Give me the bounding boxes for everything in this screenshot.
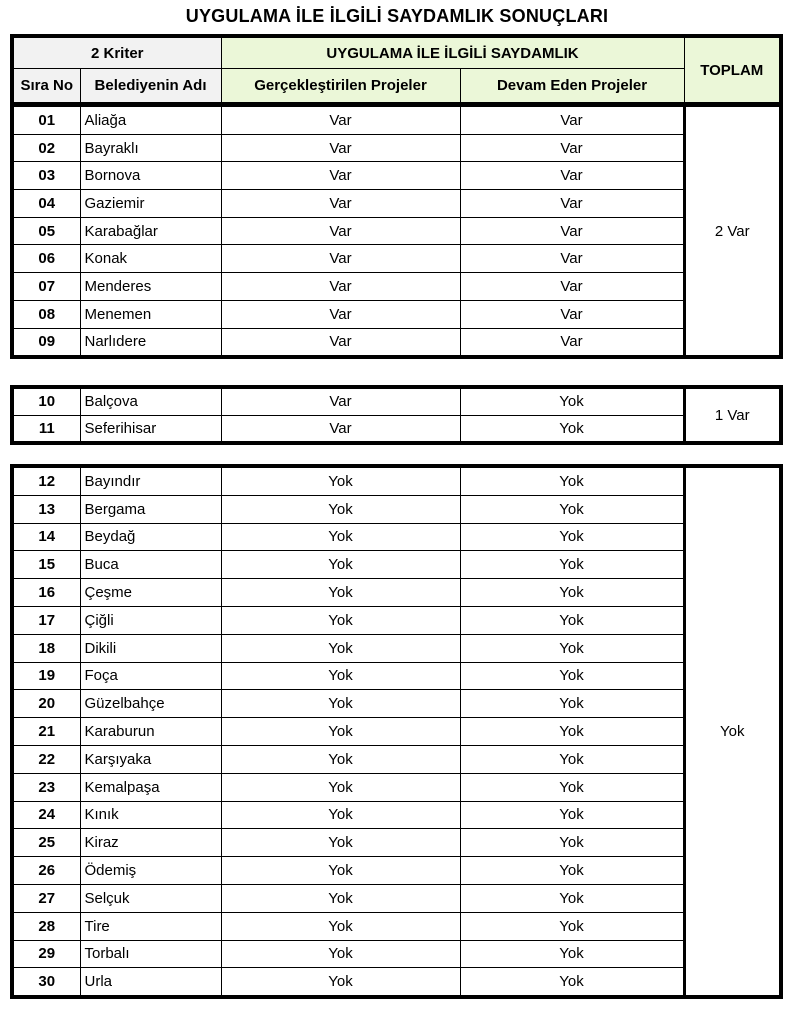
municipality-name: Narlıdere <box>80 328 221 357</box>
table-row <box>12 968 781 997</box>
group-header: UYGULAMA İLE İLGİLİ SAYDAMLIK <box>221 36 684 69</box>
ongoing-projects-value: Yok <box>460 495 684 523</box>
municipality-name: Dikili <box>80 634 221 662</box>
ongoing-projects-value: Yok <box>460 690 684 718</box>
row-number: 14 <box>12 523 80 551</box>
completed-projects-value: Var <box>221 105 460 134</box>
row-number: 03 <box>12 162 80 190</box>
row-number: 12 <box>12 466 80 495</box>
ongoing-projects-value: Yok <box>460 912 684 940</box>
ongoing-projects-value: Yok <box>460 387 684 415</box>
municipality-name: Karşıyaka <box>80 745 221 773</box>
row-number: 09 <box>12 328 80 357</box>
table-row <box>12 718 781 746</box>
completed-projects-value: Yok <box>221 940 460 968</box>
completed-projects-value: Var <box>221 162 460 190</box>
row-number: 04 <box>12 190 80 218</box>
municipality-name: Ödemiş <box>80 857 221 885</box>
completed-projects-value: Yok <box>221 634 460 662</box>
table-row <box>12 466 781 495</box>
table-header <box>10 34 783 105</box>
completed-projects-value: Yok <box>221 523 460 551</box>
municipality-name: Tire <box>80 912 221 940</box>
row-number: 06 <box>12 245 80 273</box>
row-number: 19 <box>12 662 80 690</box>
row-number: 16 <box>12 579 80 607</box>
municipality-name: Bayraklı <box>80 134 221 162</box>
row-number: 26 <box>12 857 80 885</box>
row-number: 18 <box>12 634 80 662</box>
table-row <box>12 217 781 245</box>
ongoing-projects-value: Yok <box>460 884 684 912</box>
completed-projects-value: Var <box>221 217 460 245</box>
ongoing-projects-value: Yok <box>460 857 684 885</box>
table-row <box>12 884 781 912</box>
municipality-name: Kemalpaşa <box>80 773 221 801</box>
row-number: 13 <box>12 495 80 523</box>
table-row <box>12 162 781 190</box>
ongoing-projects-value: Yok <box>460 523 684 551</box>
completed-projects-value: Var <box>221 328 460 357</box>
ongoing-projects-value: Var <box>460 217 684 245</box>
municipality-name: Torbalı <box>80 940 221 968</box>
municipality-name: Bayındır <box>80 466 221 495</box>
ongoing-projects-value: Yok <box>460 466 684 495</box>
table-row <box>12 773 781 801</box>
criteria-header: 2 Kriter <box>12 36 221 69</box>
municipality-name: Beydağ <box>80 523 221 551</box>
municipality-name: Seferihisar <box>80 415 221 443</box>
ongoing-projects-value: Yok <box>460 606 684 634</box>
completed-projects-value: Var <box>221 273 460 301</box>
table-row <box>12 551 781 579</box>
ongoing-projects-value: Yok <box>460 415 684 443</box>
municipality-name: Konak <box>80 245 221 273</box>
completed-projects-value: Yok <box>221 745 460 773</box>
completed-projects-value: Yok <box>221 718 460 746</box>
group-total: 1 Var <box>684 387 781 443</box>
completed-projects-value: Var <box>221 190 460 218</box>
completed-projects-value: Yok <box>221 662 460 690</box>
completed-projects-value: Yok <box>221 466 460 495</box>
ongoing-projects-value: Var <box>460 245 684 273</box>
municipality-name: Bornova <box>80 162 221 190</box>
municipality-name: Karabağlar <box>80 217 221 245</box>
table-row <box>12 690 781 718</box>
row-number: 11 <box>12 415 80 443</box>
group-total: 2 Var <box>684 105 781 357</box>
completed-projects-value: Yok <box>221 857 460 885</box>
completed-projects-value: Yok <box>221 968 460 997</box>
table-row <box>12 105 781 134</box>
row-number: 07 <box>12 273 80 301</box>
group-total: Yok <box>684 466 781 997</box>
row-number: 23 <box>12 773 80 801</box>
completed-projects-value: Var <box>221 245 460 273</box>
column-header-ongoing: Devam Eden Projeler <box>460 69 684 104</box>
ongoing-projects-value: Var <box>460 105 684 134</box>
municipality-name: Çeşme <box>80 579 221 607</box>
table-row <box>12 857 781 885</box>
row-number: 08 <box>12 300 80 328</box>
row-number: 21 <box>12 718 80 746</box>
completed-projects-value: Yok <box>221 495 460 523</box>
ongoing-projects-value: Yok <box>460 745 684 773</box>
total-header: TOPLAM <box>684 36 781 104</box>
group-table <box>10 103 783 359</box>
row-number: 05 <box>12 217 80 245</box>
column-header-no: Sıra No <box>12 69 80 104</box>
municipality-name: Menemen <box>80 300 221 328</box>
completed-projects-value: Yok <box>221 773 460 801</box>
ongoing-projects-value: Yok <box>460 662 684 690</box>
municipality-name: Balçova <box>80 387 221 415</box>
ongoing-projects-value: Yok <box>460 579 684 607</box>
table-row <box>12 745 781 773</box>
row-number: 25 <box>12 829 80 857</box>
table-row <box>12 328 781 357</box>
completed-projects-value: Var <box>221 415 460 443</box>
table-row <box>12 245 781 273</box>
row-number: 01 <box>12 105 80 134</box>
ongoing-projects-value: Var <box>460 162 684 190</box>
completed-projects-value: Var <box>221 300 460 328</box>
table-row <box>12 912 781 940</box>
ongoing-projects-value: Yok <box>460 829 684 857</box>
completed-projects-value: Yok <box>221 690 460 718</box>
ongoing-projects-value: Yok <box>460 801 684 829</box>
table-row <box>12 523 781 551</box>
table-row <box>12 387 781 415</box>
table-row <box>12 190 781 218</box>
table-row <box>12 829 781 857</box>
municipality-name: Bergama <box>80 495 221 523</box>
ongoing-projects-value: Yok <box>460 634 684 662</box>
ongoing-projects-value: Var <box>460 300 684 328</box>
row-number: 15 <box>12 551 80 579</box>
ongoing-projects-value: Yok <box>460 773 684 801</box>
municipality-name: Güzelbahçe <box>80 690 221 718</box>
row-number: 17 <box>12 606 80 634</box>
row-number: 20 <box>12 690 80 718</box>
row-number: 22 <box>12 745 80 773</box>
table-row <box>12 300 781 328</box>
completed-projects-value: Yok <box>221 801 460 829</box>
group-table <box>10 464 783 999</box>
table-row <box>12 415 781 443</box>
table-row <box>12 134 781 162</box>
completed-projects-value: Yok <box>221 606 460 634</box>
row-number: 29 <box>12 940 80 968</box>
completed-projects-value: Yok <box>221 579 460 607</box>
municipality-name: Foça <box>80 662 221 690</box>
table-row <box>12 273 781 301</box>
municipality-name: Menderes <box>80 273 221 301</box>
ongoing-projects-value: Yok <box>460 551 684 579</box>
ongoing-projects-value: Var <box>460 134 684 162</box>
municipality-name: Gaziemir <box>80 190 221 218</box>
row-number: 28 <box>12 912 80 940</box>
column-header-name: Belediyenin Adı <box>80 69 221 104</box>
row-number: 27 <box>12 884 80 912</box>
ongoing-projects-value: Yok <box>460 940 684 968</box>
table-row <box>12 940 781 968</box>
completed-projects-value: Yok <box>221 829 460 857</box>
completed-projects-value: Yok <box>221 551 460 579</box>
municipality-name: Aliağa <box>80 105 221 134</box>
ongoing-projects-value: Var <box>460 273 684 301</box>
municipality-name: Kiraz <box>80 829 221 857</box>
table-row <box>12 579 781 607</box>
municipality-name: Çiğli <box>80 606 221 634</box>
completed-projects-value: Var <box>221 387 460 415</box>
row-number: 02 <box>12 134 80 162</box>
municipality-name: Karaburun <box>80 718 221 746</box>
completed-projects-value: Yok <box>221 912 460 940</box>
row-number: 10 <box>12 387 80 415</box>
municipality-name: Buca <box>80 551 221 579</box>
municipality-name: Urla <box>80 968 221 997</box>
table-row <box>12 662 781 690</box>
ongoing-projects-value: Yok <box>460 968 684 997</box>
table-row <box>12 495 781 523</box>
ongoing-projects-value: Var <box>460 190 684 218</box>
municipality-name: Kınık <box>80 801 221 829</box>
ongoing-projects-value: Var <box>460 328 684 357</box>
document-title: UYGULAMA İLE İLGİLİ SAYDAMLIK SONUÇLARI <box>185 6 609 26</box>
completed-projects-value: Var <box>221 134 460 162</box>
table-row <box>12 606 781 634</box>
table-row <box>12 634 781 662</box>
municipality-name: Selçuk <box>80 884 221 912</box>
table-row <box>12 801 781 829</box>
row-number: 30 <box>12 968 80 997</box>
row-number: 24 <box>12 801 80 829</box>
ongoing-projects-value: Yok <box>460 718 684 746</box>
column-header-completed: Gerçekleştirilen Projeler <box>221 69 460 104</box>
group-table <box>10 385 783 445</box>
completed-projects-value: Yok <box>221 884 460 912</box>
